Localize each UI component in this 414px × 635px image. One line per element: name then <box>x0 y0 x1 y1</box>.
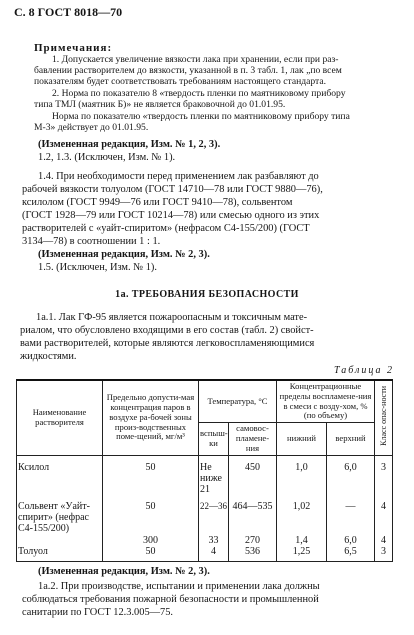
clause-1-4-line: 3134—78) в соотношении 1 : 1. <box>22 236 161 247</box>
table-row <box>17 455 393 495</box>
note-line: бавлении растворителем до вязкости, указанной в п. 3 табл. 1, лак „по всем <box>34 65 342 76</box>
table-row <box>17 546 393 562</box>
header-pdk: Предельно допусти-мая концентрация паров в воздухе ра-бочей зоны произ-водственных поме-щений, мг/м³ <box>103 380 199 455</box>
header-upper: верхний <box>327 423 375 455</box>
note-line: показателям будет соответствовать требованиям настоящего стандарта. <box>34 76 326 87</box>
cell-upper: 6,0 <box>327 535 375 546</box>
table-row <box>17 535 393 546</box>
cell-name: Сольвент «Уайт-спирит» (нефрас С4-155/200) <box>17 495 103 535</box>
clause-1-2: 1.2, 1.3. (Исключен, Изм. № 1). <box>38 152 176 163</box>
header-hazard <box>375 380 393 455</box>
note-line: М-3» действует до 01.01.95. <box>34 122 149 133</box>
header-lower: нижний <box>277 423 327 455</box>
cell-autoignition: 270 <box>229 535 277 546</box>
amendment-note: (Измененная редакция, Изм. № 2, 3). <box>38 249 210 260</box>
clause-1a1-line: риалом, что обусловлено входящими в его состав (табл. 2) свойст- <box>20 325 314 336</box>
clause-1-5: 1.5. (Исключен, Изм. № 1). <box>38 262 157 273</box>
clause-1a1-line: 1а.1. Лак ГФ-95 является пожароопасным и токсичным мате- <box>36 312 308 323</box>
section-heading: 1а. ТРЕБОВАНИЯ БЕЗОПАСНОСТИ <box>115 289 299 300</box>
cell-hazard: 4 <box>375 535 393 546</box>
header-temperature: Температура, °С <box>199 380 277 423</box>
notes-title: Примечания: <box>34 42 113 54</box>
cell-flash: 22—36 <box>199 495 229 535</box>
note-line: Норма по показателю «твердость пленки по маятниковому прибору типа <box>52 111 350 122</box>
solvent-table <box>16 379 393 562</box>
cell-name: Ксилол <box>17 455 103 495</box>
table-row <box>17 495 393 535</box>
amendment-note: (Измененная редакция, Изм. № 1, 2, 3). <box>38 139 221 150</box>
cell-flash: 33 <box>199 535 229 546</box>
cell-autoignition: 450 <box>229 455 277 495</box>
cell-pdk: 50 <box>103 495 199 535</box>
header-flash: вспыш-ки <box>199 423 229 455</box>
cell-pdk: 50 <box>103 455 199 495</box>
cell-hazard: 4 <box>375 495 393 535</box>
cell-name: Толуол <box>17 546 103 562</box>
cell-lower: 1,4 <box>277 535 327 546</box>
cell-upper: 6,0 <box>327 455 375 495</box>
cell-lower: 1,0 <box>277 455 327 495</box>
clause-1a1-line: вами растворителей, которые являются легковоспламеняющимися <box>20 338 315 349</box>
cell-autoignition: 464—535 <box>229 495 277 535</box>
cell-upper: — <box>327 495 375 535</box>
cell-pdk: 50 <box>103 546 199 562</box>
page-header <box>14 5 122 20</box>
cell-upper: 6,5 <box>327 546 375 562</box>
note-line: типа ТМЛ (маятник Б)» не является браковочной до 01.01.95. <box>34 99 286 110</box>
clause-1a2-line: 1а.2. При производстве, испытании и применении лака должны <box>38 581 320 592</box>
header-hazard-text: Класс опас-ности <box>378 386 388 447</box>
clause-1-4-line: ксилолом (ГОСТ 9949—76 или ГОСТ 9410—78), сольвентом <box>22 197 293 208</box>
header-limits: Концентрационные пределы воспламене-ния в смеси с возду-хом, % (по объему) <box>277 380 375 423</box>
page-number: С. 8 <box>14 5 35 19</box>
cell-flash: 4 <box>199 546 229 562</box>
amendment-note: (Измененная редакция, Изм. № 2, 3). <box>38 566 210 577</box>
header-autoignition: самовос-пламене-ния <box>229 423 277 455</box>
clause-1-4-line: рабочей вязкости толуолом (ГОСТ 14710—78 или ГОСТ 9880—76), <box>22 184 323 195</box>
cell-name <box>17 535 103 546</box>
cell-flash: Не ниже 21 <box>199 455 229 495</box>
cell-lower: 1,02 <box>277 495 327 535</box>
header-name: Наименование растворителя <box>17 380 103 455</box>
clause-1-4-line: (ГОСТ 1928—79 или ГОСТ 10214—78) или смесью одного из этих <box>22 210 320 221</box>
cell-pdk: 300 <box>103 535 199 546</box>
clause-1a1-line: жидкостями. <box>20 351 77 362</box>
standard-code: ГОСТ 8018—70 <box>37 5 123 19</box>
clause-1-4-line: растворителей с «уайт-спиритом» (нефрасом С4-155/200) (ГОСТ <box>22 223 310 234</box>
cell-lower: 1,25 <box>277 546 327 562</box>
clause-1a2-line: санитарии по ГОСТ 12.3.005—75. <box>22 607 174 618</box>
clause-1-4-line: 1.4. При необходимости перед применением лак разбавляют до <box>38 171 319 182</box>
cell-hazard: 3 <box>375 455 393 495</box>
clause-1a2-line: соблюдаться требования пожарной безопасности и промышленной <box>22 594 319 605</box>
note-line: 1. Допускается увеличение вязкости лака при хранении, если при раз- <box>52 54 339 65</box>
note-line: 2. Норма по показателю 8 «твердость пленки по маятниковому прибору <box>52 88 346 99</box>
cell-autoignition: 536 <box>229 546 277 562</box>
table-caption: Таблица 2 <box>334 365 394 376</box>
cell-hazard: 3 <box>375 546 393 562</box>
